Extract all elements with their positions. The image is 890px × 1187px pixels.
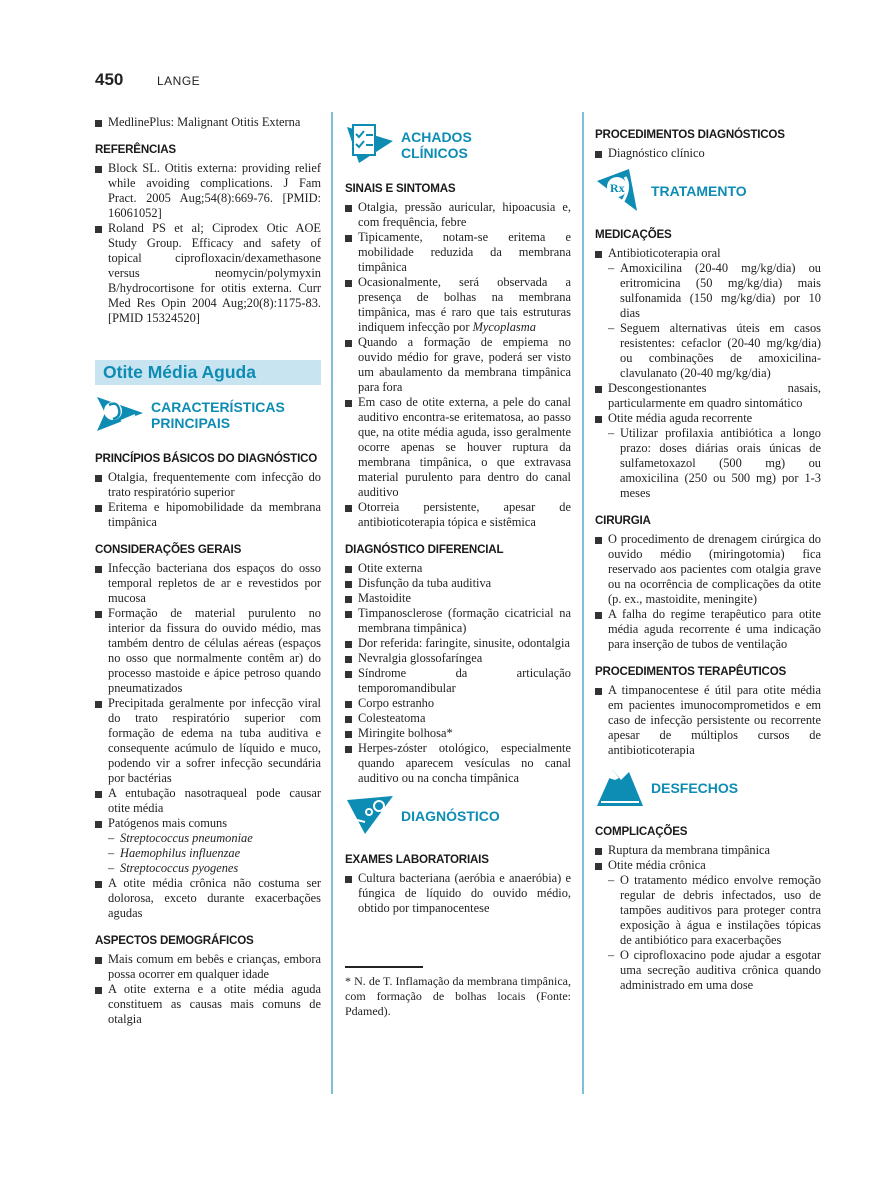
section-heading: ASPECTOS DEMOGRÁFICOS: [95, 934, 254, 947]
rx-icon: [595, 167, 645, 215]
icon-section-header: [345, 121, 571, 169]
title-line: DIAGNÓSTICO: [401, 808, 500, 824]
column-2: [345, 115, 571, 916]
bullet-item: Antibioticoterapia oral: [595, 246, 821, 261]
section-heading: EXAMES LABORATORIAIS: [345, 853, 489, 866]
bullet-item: Roland PS et al; Ciprodex Otic AOE Study Group. Efficacy and safety of topical ciprofloxacin/dexamethasone versus neomycin/polymyxin B/hydrocortisone for otitis externa. Curr Med Res Opin 2004 Aug;20(8):1175-83. [PMID 15324520]: [95, 221, 321, 326]
icon-section-title: [401, 808, 500, 824]
sub-item: – O ciprofloxacino pode ajudar a esgotar uma secreção auditiva crônica quando administrado em uma dose: [595, 948, 821, 993]
svg-text:Rx: Rx: [610, 181, 625, 195]
section-heading: CONSIDERAÇÕES GERAIS: [95, 543, 242, 556]
bullet-item: Otite média crônica: [595, 858, 821, 873]
icon-section-header: [595, 167, 821, 215]
clipboard-check-icon: [345, 121, 395, 169]
bullet-item: Em caso de otite externa, a pele do canal auditivo encontra-se eritematosa, ao passo que, na otite média aguda, isso geralmente ocorre apenas se houver ruptura da membrana timpânica, o que extravasa material purulento para dentro do canal auditivo: [345, 395, 571, 500]
bullet-item: MedlinePlus: Malignant Otitis Externa: [95, 115, 321, 130]
bullet-item: Diagnóstico clínico: [595, 146, 821, 161]
bullet-item: Miringite bolhosa*: [345, 726, 571, 741]
bullet-item: Quando a formação de empiema no ouvido médio for grave, poderá ser visto um abaulamento da membrana timpânica para fora: [345, 335, 571, 395]
section-heading: MEDICAÇÕES: [595, 228, 672, 241]
ear-icon: [95, 391, 145, 439]
bullet-item: Otalgia, frequentemente com infecção do trato respiratório superior: [95, 470, 321, 500]
microscope-icon: [345, 792, 395, 840]
sub-item: [95, 846, 321, 861]
bullet-item: Otite externa: [345, 561, 571, 576]
column-3: [595, 115, 821, 993]
bullet-item: Otite média aguda recorrente: [595, 411, 821, 426]
italic-term: Mycoplasma: [472, 320, 536, 334]
bullet-item: Ruptura da membrana timpânica: [595, 843, 821, 858]
bullet-item: Formação de material purulento no interior da fissura do ouvido médio, mas também dentro de células aéreas (espaços no osso que normalmente contêm ar) do processo mastoide e ápice petroso quando pneumatizados: [95, 606, 321, 696]
bullet-item: A timpanocentese é útil para otite média em pacientes imunocomprometidos e em caso de infecção persistente ou recorrente apesar de múltiplos cursos de antibioticoterapia: [595, 683, 821, 758]
icon-section-header: [95, 391, 321, 439]
section-heading: PROCEDIMENTOS DIAGNÓSTICOS: [595, 128, 785, 141]
icon-section-title: [651, 183, 747, 199]
section-heading: REFERÊNCIAS: [95, 143, 176, 156]
italic-term: Streptococcus pyogenes: [120, 861, 239, 875]
bullet-item: Eritema e hipomobilidade da membrana timpânica: [95, 500, 321, 530]
bullet-item: Nevralgia glossofaríngea: [345, 651, 571, 666]
bullet-item: Block SL. Otitis externa: providing relief while avoiding complications. J Fam Pract. 2005 Aug;54(8):669-76. [PMID: 16061052]: [95, 161, 321, 221]
bullet-item: Descongestionantes nasais, particularmente em quadro sintomático: [595, 381, 821, 411]
icon-section-title: [651, 780, 738, 796]
title-line: DESFECHOS: [651, 780, 739, 796]
title-line: CARACTERÍSTICAS: [151, 399, 285, 415]
bullet-item: Colesteatoma: [345, 711, 571, 726]
bullet-item: Síndrome da articulação temporomandibular: [345, 666, 571, 696]
section-heading: COMPLICAÇÕES: [595, 825, 688, 838]
section-heading: DIAGNÓSTICO DIFERENCIAL: [345, 543, 504, 556]
bullet-item: Herpes-zóster otológico, especialmente quando aparecem vesículas no canal auditivo ou na concha timpânica: [345, 741, 571, 786]
sub-item: – Amoxicilina (20-40 mg/kg/dia) ou eritromicina (50 mg/kg/dia) mais sulfonamida (150 mg/kg/dia) por 10 dias: [595, 261, 821, 321]
title-line: TRATAMENTO: [651, 183, 747, 199]
footnote-text: * N. de T. Inflamação da membrana timpânica, com formação de bolhas locais (Fonte: Pdamed).: [345, 974, 571, 1018]
column-divider: [582, 112, 584, 1094]
bullet-item: A entubação nasotraqueal pode causar otite média: [95, 786, 321, 816]
bullet-item: Ocasionalmente, será observada a presença de bolhas na membrana timpânica, mas é raro que tais estruturas indiquem infecção por Mycoplasma: [345, 275, 571, 335]
footnote-rule: [345, 966, 423, 968]
bullet-item: Infecção bacteriana dos espaços do osso temporal repletos de ar e revestidos por mucosa: [95, 561, 321, 606]
bullet-item: Cultura bacteriana (aeróbia e anaeróbia) e fúngica de líquido do ouvido médio, obtido por timpanocentese: [345, 871, 571, 916]
section-heading: CIRURGIA: [595, 514, 651, 527]
bullet-item: Patógenos mais comuns: [95, 816, 321, 831]
icon-section-title: [151, 399, 285, 431]
footnote: [345, 966, 571, 1019]
bullet-item: A otite média crônica não costuma ser dolorosa, exceto durante exacerbações agudas: [95, 876, 321, 921]
page-number: 450: [95, 70, 124, 89]
sub-item: – Utilizar profilaxia antibiótica a longo prazo: doses diárias orais únicas de sulfametoxazol (500 mg) ou amoxicilina (250 ou 500 mg) por 1-3 meses: [595, 426, 821, 501]
bullet-item: O procedimento de drenagem cirúrgica do ouvido médio (miringotomia) fica reservado aos pacientes com otalgia grave ou na ocorrência de complicações da otite (p. ex., mastoidite, meningite): [595, 532, 821, 607]
section-heading: PRINCÍPIOS BÁSICOS DO DIAGNÓSTICO: [95, 452, 318, 465]
sub-item: [95, 831, 321, 846]
bullet-item: Mais comum em bebês e crianças, embora possa ocorrer em qualquer idade: [95, 952, 321, 982]
italic-term: Streptococcus pneumoniae: [120, 831, 253, 845]
title-line: CLÍNICOS: [401, 145, 468, 161]
section-heading: PROCEDIMENTOS TERAPÊUTICOS: [595, 665, 787, 678]
bullet-item: A falha do regime terapêutico para otite média aguda recorrente é uma indicação para inserção de tubos de ventilação: [595, 607, 821, 652]
bullet-item: Corpo estranho: [345, 696, 571, 711]
bullet-item: Precipitada geralmente por infecção viral do trato respiratório superior com formação de edema na tuba auditiva e consequente acúmulo de líquido e muco, podendo vir a sofrer infecção secundária por bactérias: [95, 696, 321, 786]
bullet-item: A otite externa e a otite média aguda constituem as causas mais comuns de otalgia: [95, 982, 321, 1027]
mountain-icon: [595, 764, 645, 812]
bullet-item: Otalgia, pressão auricular, hipoacusia e, com frequência, febre: [345, 200, 571, 230]
sub-item: – O tratamento médico envolve remoção regular de debris infectados, uso de tampões auditivos para proteger contra exposição à água e instilações tópicas de antibiótico para exacerbações: [595, 873, 821, 948]
sub-item: – Seguem alternativas úteis em casos resistentes: cefaclor (20-40 mg/kg/dia) ou combinações de amoxicilina-clavulanato (20-40 mg/kg/dia): [595, 321, 821, 381]
column-1: [95, 115, 321, 1027]
icon-section-header: [595, 764, 821, 812]
icon-section-header: [345, 792, 571, 840]
bullet-item: Timpanosclerose (formação cicatricial na membrana timpânica): [345, 606, 571, 636]
bullet-item: Disfunção da tuba auditiva: [345, 576, 571, 591]
running-head: LANGE: [157, 74, 201, 88]
bullet-item: Tipicamente, notam-se eritema e mobilidade reduzida da membrana timpânica: [345, 230, 571, 275]
icon-section-title: [401, 129, 472, 161]
section-heading: SINAIS E SINTOMAS: [345, 182, 456, 195]
bullet-item: Mastoidite: [345, 591, 571, 606]
bullet-item: Dor referida: faringite, sinusite, odontalgia: [345, 636, 571, 651]
column-divider: [331, 112, 333, 1094]
sub-item: [95, 861, 321, 876]
bullet-item: Otorreia persistente, apesar de antibioticoterapia tópica e sistêmica: [345, 500, 571, 530]
title-line: ACHADOS: [401, 129, 472, 145]
italic-term: Haemophilus influenzae: [120, 846, 241, 860]
chapter-title-band: Otite Média Aguda: [95, 360, 321, 385]
title-line: PRINCIPAIS: [151, 415, 231, 431]
